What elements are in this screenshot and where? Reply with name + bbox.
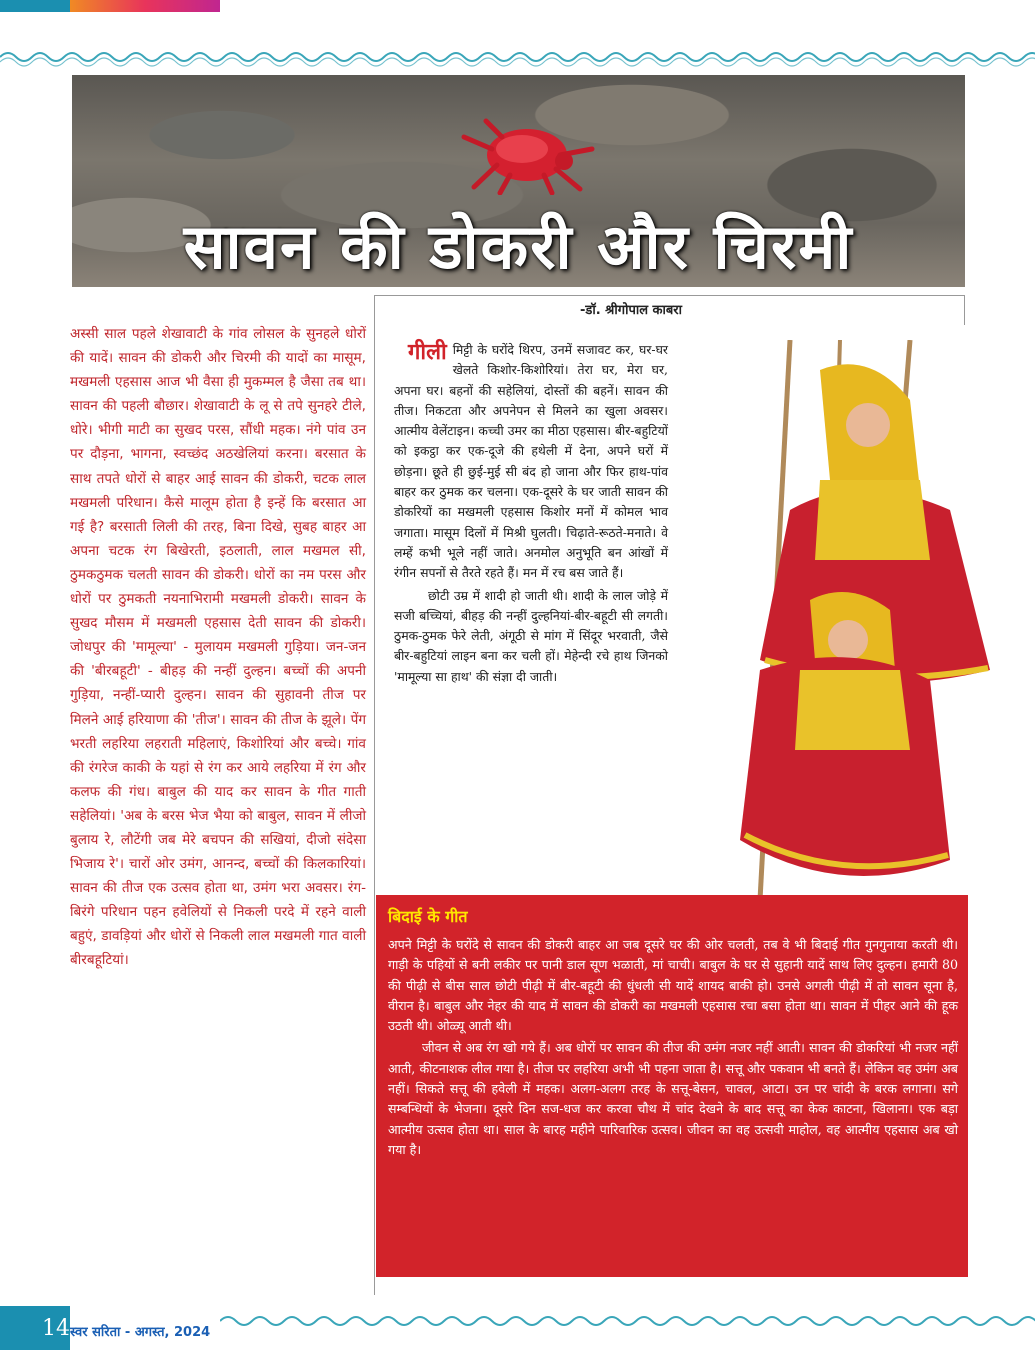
wave-border-bottom: [220, 1310, 1035, 1332]
box-paragraph-1: अपने मिट्टी के घरोंदे से सावन की डोकरी बाहर आ जब दूसरे घर की ओर चलती, तब वे भी बिदाई गीत गुनगुनाया करती थी। गाड़ी के पहियों से बनी लकीर पर पानी डाल सूण भळाती, मां चाची। बाबुल के घर से सुहानी यादें साथ लिए दुल्हन। हमारी 80 की पीढ़ी से बीस साल छोटी पीढ़ी में बीर-बहूटी की धुंधली सी यादें शायद बाकी हो। उनसे अगली पीढ़ी में तो सावन सूना है, वीरान है। बाबुल और नेहर की याद में सावन की डोकरी का मखमली एहसास रचा बसा होता था। सावन में पीहर आने की हूक उठती थी। ओळ्यू आती थी।: [388, 937, 958, 1034]
wave-border-top: [0, 46, 1035, 68]
page-title: सावन की डोकरी और चिरमी: [183, 210, 854, 283]
top-bar-teal: [0, 0, 70, 12]
author-byline: -डॉ. श्रीगोपाल काबरा: [580, 303, 682, 318]
women-on-swing-photo: [720, 340, 1020, 925]
middle-paragraph-2: छोटी उम्र में शादी हो जाती थी। शादी के लाल जोड़े में सजी बच्चियां, बीहड़ की नन्हीं दुल्हनियां-बीर-बहूटी सी लगती। ठुमक-ठुमक फेरे लेती, अंगूठी से मांग में सिंदूर भरवाती, जैसे बीर-बहुटियां लाइन बना कर चली हों। मेहेन्दी रचे हाथ जिनको 'मामूल्या सा हाथ' की संज्ञा दी जाती।: [394, 587, 668, 684]
box-text: [388, 935, 958, 1160]
header-divider: [374, 295, 964, 296]
header-divider-right: [964, 295, 965, 325]
middle-column: [394, 340, 668, 687]
page-number: 14: [42, 1316, 70, 1341]
column-divider: [374, 295, 375, 1295]
hero-image: [72, 75, 965, 287]
section-heading-gili: गीली: [408, 340, 447, 365]
box-paragraph-2: जीवन से अब रंग खो गये हैं। अब धोरों पर सावन की तीज की उमंग नजर नहीं आती। सावन की डोकरियां भी नजर नहीं आती, कीटनाशक लील गया है। तीज पर लहरिया अभी भी पहना जाता है। सत्तू और पकवान भी बनते हैं। लेकिन वह उमंग अब नहीं। सिकते सत्तू की हवेली में महक। अलग-अलग तरह के सत्तू-बेसन, चावल, आटा। उन पर चांदी के बरक लगाना। सगे सम्बन्धियों के भेजना। दूसरे दिन सज-धज कर करवा चौथ में चांद देखने के बाद सत्तू का केक काटना, खिलाना। एक बड़ा आत्मीय उत्सव होता था। साल के बारह महीने पारिवारिक उत्सव। जीवन का वह उत्सवी माहोल, वह आत्मीय एहसास अब खो गया है।: [388, 1040, 958, 1157]
left-column-text: अस्सी साल पहले शेखावाटी के गांव लोसल के सुनहले धोरों की यादें। सावन की डोकरी और चिरमी की यादों का मासूम, मखमली एहसास आज भी वैसा ही मुकम्मल है जैसा तब था। सावन की पहली बौछार। शेखावाटी के लू से तपे सुनहरे टीले, धोरे। भीगी माटी का सुखद परस, सौंधी महक। नंगे पांव उन पर दौड़ना, भागना, स्वच्छंद अठखेलियां करना। बरसात के साथ तपते धोरों से बाहर आई सावन की डोकरी, चटक लाल मखमली परिधान। कैसे मालूम होता है इन्हें कि बरसात आ गई है? बरसाती लिली की तरह, बिना दिखे, सुबह बाहर आ अपना चटक रंग बिखेरती, इठलाती, लाल मखमल सी, ठुमकठुमक चलती सावन की डोकरी। धोरों का नम परस और धोरों पर ठुमकती नयनाभिरामी मखमली डोकरी। सावन के सुखद मौसम में मखमली एहसास देती सावन की डोकरी। जोधपुर की 'मामूल्या' - मुलायम मखमली गुड़िया। जन-जन की 'बीरबहूटी' - बीहड़ की नन्हीं दुल्हन। बच्चों की अपनी गुड़िया, नन्हीं-प्यारी दुल्हन। सावन की सुहावनी तीज पर मिलने आई हरियाणा की 'तीज'। सावन की तीज के झूले। पेंग भरती लहरिया लहराती महिलाएं, किशोरियां और बच्चे। गांव की रंगरेज काकी के यहां से रंग कर आये लहरिया में रंग और कलफ की गंध। बाबुल की याद कर सावन के गीत गाती सहेलियां। 'अब के बरस भेज भैया को बाबुल, सावन में लीजो बुलाय रे, लौटेंगी जब मेरे बचपन की सखियां, दीजो संदेसा भिजाय रे'। चारों ओर उमंग, आनन्द, बच्चों की किलकारियां। सावन की तीज एक उत्सव होता था, उमंग भरा अवसर। रंग-बिरंगे परिधान पहन हवेलियों से निकली परदे में रहने वाली बहुएं, डावड़ियां और धोरों से निकली लाल मखमली गात वाली बीरबहूटियां।: [70, 326, 366, 969]
red-velvet-mite-icon: [452, 115, 602, 195]
magazine-name-date: स्वर सरिता - अगस्त, 2024: [70, 1325, 211, 1340]
middle-paragraph-1: मिट्टी के घरोंदे थिरप, उनमें सजावट कर, घर-घर खेलते किशोर-किशोरियां। तेरा घर, मेरा घर, अपना घर। बहनों की सहेलियां, दोस्तों की बहनें। सावन की तीज। निकटता और अपनेपन से मिलने का खुला अवसर। आत्मीय वेलेंटाइन। कच्ची उमर का मीठा एहसास। बीर-बहुटियों को इकट्ठा कर एक-दूजे की हथेली में देना, अपने घरों में छोड़ना। छूते ही छुई-मुई सी बंद हो जाना और फिर हाथ-पांव बाहर कर ठुमक कर चलना। एक-दूसरे के घर जाती सावन की डोकरियों का मखमली एहसास किशोर मनों में कोमल भाव जगाता। मासूम दिलों में मिश्री घुलती। चिढ़ाते-रूठते-मनाते। वे लम्हें कभी भूले नहीं जाते। अनमोल अनुभूति बन आंखों में रंगीन सपनों से तैरते रहते हैं। मन में रच बस जाते हैं।: [394, 342, 668, 581]
box-title: बिदाई के गीत: [388, 907, 468, 926]
top-bar-gradient: [70, 0, 220, 12]
